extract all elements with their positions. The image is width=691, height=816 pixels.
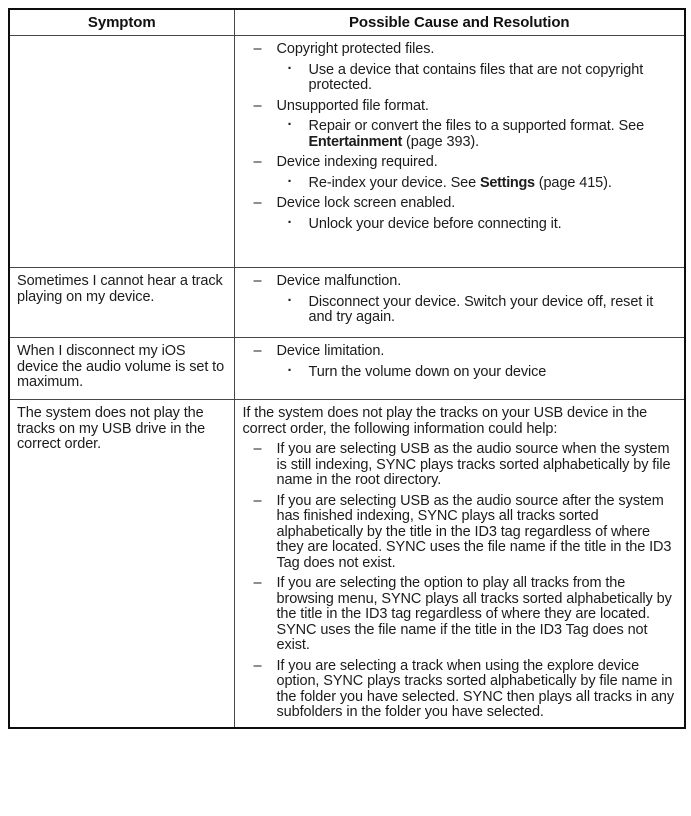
cause-text: Unsupported file format. <box>276 97 429 114</box>
cause-cell <box>234 268 685 338</box>
cause-item <box>241 659 679 721</box>
cause-column-header: Possible Cause and Resolution <box>234 9 685 36</box>
cause-text: If you are selecting the option to play all tracks from the browsing menu, SYNC plays all tracks sorted alphabetically by the title in the ID3 tag regardless of where they are located. SYNC uses the file name if the title in the ID3 Tag does not exist. <box>276 575 672 653</box>
cause-item <box>241 344 679 360</box>
dash-marker: – <box>253 441 262 457</box>
cause-item <box>241 42 679 58</box>
cause-item <box>241 155 679 171</box>
dash-marker: – <box>253 195 262 211</box>
cause-item <box>241 494 679 572</box>
cause-text: If you are selecting a track when using the explore device option, SYNC plays tracks sorted alphabetically by file name in the folder you have selected. SYNC then plays all tracks in any subfolders in the folder you have selected. <box>276 657 674 720</box>
inline-bold-reference: Entertainment <box>308 133 403 150</box>
symptom-cell: Sometimes I cannot hear a track playing on my device. <box>9 268 234 338</box>
table-row <box>9 338 685 400</box>
cause-item <box>241 576 679 654</box>
resolution-item <box>241 362 679 381</box>
bullet-marker: · <box>287 173 293 190</box>
cause-text: Device lock screen enabled. <box>276 195 456 211</box>
dash-marker: – <box>253 343 262 359</box>
symptom-cell: The system does not play the tracks on my USB drive in the correct order. <box>9 400 234 728</box>
symptom-column-header: Symptom <box>9 9 234 36</box>
resolution-text: Turn the volume down on your device <box>308 363 547 380</box>
dash-marker: – <box>253 657 262 674</box>
inline-bold-reference: Settings <box>480 174 535 191</box>
bullet-marker: · <box>287 117 293 133</box>
bullet-marker: · <box>287 60 293 77</box>
cause-text: If you are selecting USB as the audio source when the system is still indexing, SYNC plays tracks sorted alphabetically by file name in the root directory. <box>276 441 671 488</box>
cause-item <box>241 442 679 489</box>
table-header <box>9 9 685 36</box>
resolution-text: Repair or convert the files to a supported format. See Entertainment (page 393). <box>308 118 645 150</box>
resolution-item <box>241 292 679 326</box>
table-row <box>9 268 685 338</box>
header-row <box>9 9 685 36</box>
troubleshooting-table <box>8 8 686 729</box>
cause-text: Copyright protected files. <box>276 41 435 57</box>
bullet-marker: · <box>287 292 293 309</box>
table-row <box>9 400 685 728</box>
table-body <box>9 36 685 728</box>
table-row <box>9 36 685 268</box>
cause-cell <box>234 400 685 728</box>
resolution-text: Disconnect your device. Switch your device off, reset it and try again. <box>308 293 654 325</box>
dash-marker: – <box>253 41 262 57</box>
resolution-text: Use a device that contains files that are not copyright protected. <box>308 61 644 93</box>
cause-item <box>241 196 679 212</box>
cause-text: Device indexing required. <box>276 154 438 170</box>
resolution-item <box>241 214 679 233</box>
bullet-marker: · <box>287 362 293 379</box>
cause-item <box>241 274 679 290</box>
cause-intro: If the system does not play the tracks on your USB device in the correct order, the following information could help: <box>242 405 648 437</box>
dash-marker: – <box>253 97 262 114</box>
cause-cell <box>234 338 685 400</box>
resolution-item <box>241 60 679 94</box>
symptom-cell <box>9 36 234 268</box>
dash-marker: – <box>253 273 262 289</box>
resolution-text: Re-index your device. See Settings (page 415). <box>308 174 612 191</box>
cause-text: If you are selecting USB as the audio source after the system has finished indexing, SYNC plays all tracks sorted alphabetically by the title in the ID3 tag regardless of where they are located. SYNC uses the file name if the title in the ID3 Tag does not exist. <box>276 492 672 571</box>
bullet-marker: · <box>287 214 293 231</box>
resolution-item <box>241 119 679 150</box>
dash-marker: – <box>253 154 262 170</box>
resolution-text: Unlock your device before connecting it. <box>308 215 562 232</box>
cause-text: Device limitation. <box>276 343 385 359</box>
dash-marker: – <box>253 492 262 509</box>
symptom-cell: When I disconnect my iOS device the audio volume is set to maximum. <box>9 338 234 400</box>
dash-marker: – <box>253 575 262 591</box>
cause-item <box>241 99 679 115</box>
cause-text: Device malfunction. <box>276 273 402 289</box>
cause-cell <box>234 36 685 268</box>
resolution-item <box>241 173 679 192</box>
